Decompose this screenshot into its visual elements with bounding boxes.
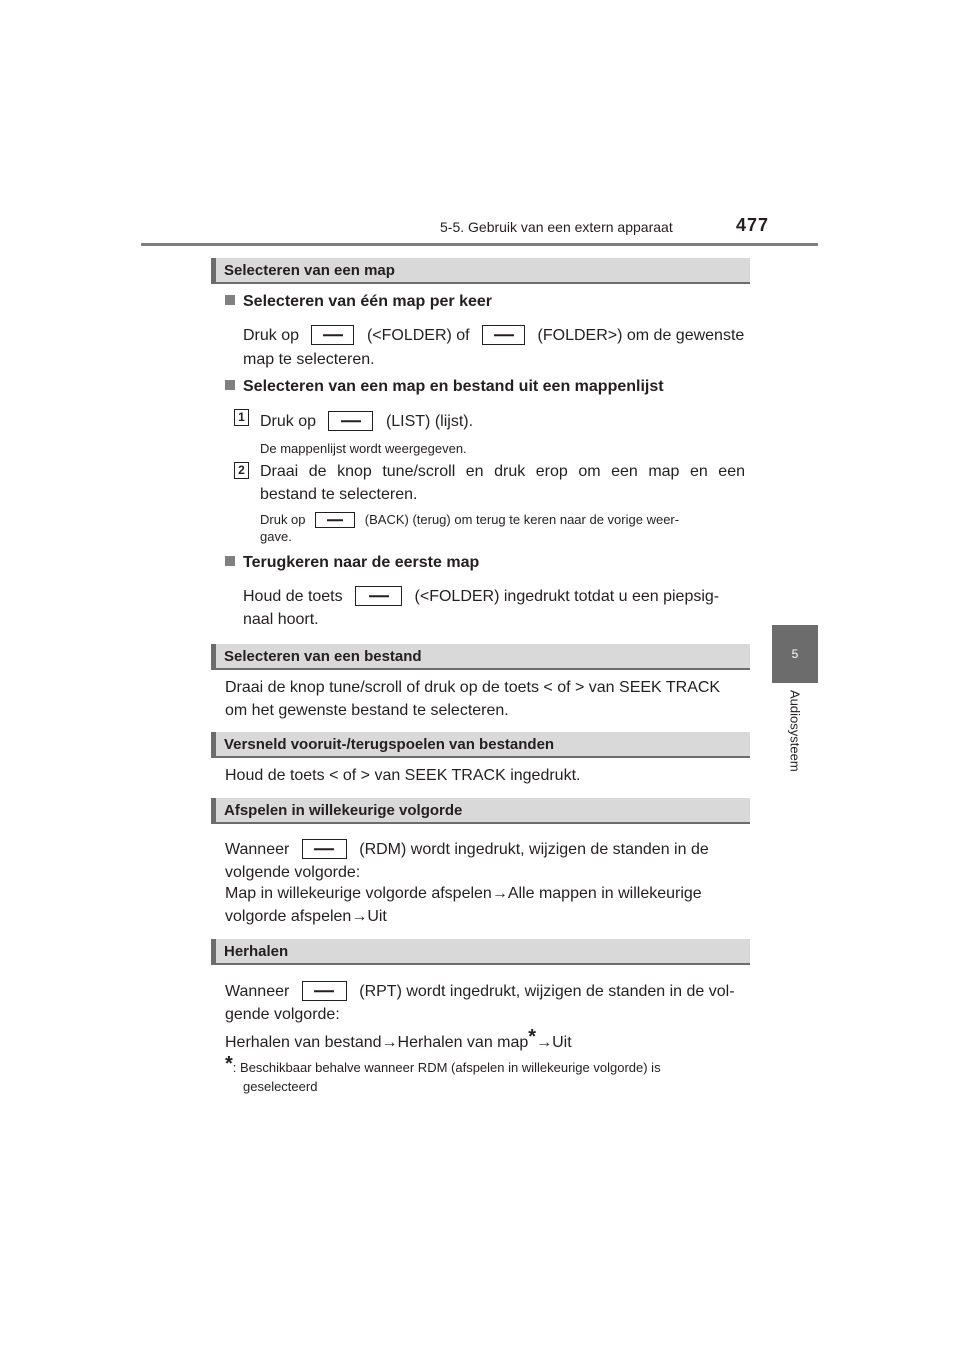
- heading-text: Selecteren van een bestand: [224, 648, 422, 665]
- step-2-note-cont: gave.: [260, 529, 292, 544]
- paragraph-line: [225, 980, 735, 1003]
- step-2-line: bestand te selecteren.: [260, 486, 418, 503]
- text: Druk op: [260, 413, 317, 430]
- subheading-folder-list: [225, 375, 664, 398]
- paragraph-line: Draai de knop tune/scroll of druk op de toets < of > van SEEK TRACK: [225, 679, 721, 696]
- footnote: [225, 1053, 661, 1076]
- step-number: 1: [234, 409, 249, 426]
- rpt-button-icon: [302, 981, 347, 1001]
- subheading-first-folder: [225, 551, 479, 574]
- paragraph-line: [225, 838, 709, 861]
- heading-text: Versneld vooruit-/terugspoelen van bestanden: [224, 736, 555, 753]
- text: (<FOLDER) of: [366, 327, 470, 344]
- text: (FOLDER>) om de gewenste: [537, 327, 745, 344]
- paragraph-line: [225, 1026, 572, 1054]
- folder-prev-button-icon: [311, 325, 354, 345]
- paragraph-line: volgorde afspelen→Uit: [225, 908, 387, 925]
- step-2-line: Draai de knop tune/scroll en druk erop om een map en een: [260, 463, 745, 480]
- header-rule: [141, 243, 818, 246]
- list-button-icon: [328, 411, 373, 431]
- page-number: 477: [736, 215, 770, 235]
- footnote-cont: geselecteerd: [243, 1079, 318, 1094]
- chapter-tab: 5: [772, 625, 818, 683]
- section-heading-spoelen: [211, 732, 750, 758]
- text: (RPT) wordt ingedrukt, wijzigen de standen in de vol-: [359, 983, 735, 1000]
- paragraph-line: map te selecteren.: [243, 351, 375, 368]
- step-number: 2: [234, 462, 249, 479]
- text: (<FOLDER) ingedrukt totdat u een piepsig-: [414, 588, 720, 605]
- bullet-square-icon: [225, 556, 235, 566]
- folder-prev-button-icon: [355, 586, 402, 606]
- section-heading-willekeurig: [211, 798, 750, 824]
- step-number-2: [234, 461, 249, 479]
- back-button-icon: [315, 512, 355, 528]
- subheading-text: Selecteren van een map en bestand uit een mappenlijst: [243, 378, 664, 395]
- heading-text: Herhalen: [224, 943, 289, 960]
- step-1-text: [260, 410, 473, 433]
- footnote-text: : Beschikbaar behalve wanneer RDM (afspelen in willekeurige volgorde) is: [232, 1060, 661, 1075]
- heading-text: Selecteren van een map: [224, 262, 395, 279]
- chapter-label: [772, 690, 818, 800]
- paragraph-line: [243, 324, 744, 347]
- subheading-text: Selecteren van één map per keer: [243, 293, 493, 310]
- paragraph-line: naal hoort.: [243, 611, 319, 628]
- subheading-single-folder: [225, 290, 492, 313]
- paragraph-line: volgende volgorde:: [225, 864, 361, 881]
- paragraph-line: [243, 585, 719, 608]
- heading-text: Afspelen in willekeurige volgorde: [224, 802, 463, 819]
- step-number-1: [234, 408, 249, 426]
- chapter-label-text: Audiosysteem: [787, 690, 803, 772]
- running-header: 5-5. Gebruik van een extern apparaat: [440, 219, 673, 235]
- rdm-button-icon: [302, 839, 347, 859]
- folder-next-button-icon: [482, 325, 525, 345]
- step-2-note: [260, 512, 679, 528]
- text: Druk op: [243, 327, 300, 344]
- paragraph-line: Houd de toets < of > van SEEK TRACK ingedrukt.: [225, 767, 581, 784]
- text: Druk op: [260, 512, 306, 527]
- text: Houd de toets: [243, 588, 343, 605]
- text: (RDM) wordt ingedrukt, wijzigen de standen in de: [359, 841, 709, 858]
- section-heading-herhalen: [211, 939, 750, 965]
- footnote-marker: *: [225, 1053, 233, 1075]
- bullet-square-icon: [225, 380, 235, 390]
- text: Wanneer: [225, 983, 290, 1000]
- bullet-square-icon: [225, 295, 235, 305]
- paragraph-line: gende volgorde:: [225, 1006, 340, 1023]
- paragraph-line: Map in willekeurige volgorde afspelen→Alle mappen in willekeurige: [225, 885, 702, 902]
- text: (BACK) (terug) om terug te keren naar de vorige weer-: [364, 512, 680, 527]
- text: Herhalen van bestand→Herhalen van map: [225, 1034, 529, 1051]
- text: (LIST) (lijst).: [385, 413, 474, 430]
- paragraph-line: om het gewenste bestand te selecteren.: [225, 702, 509, 719]
- section-heading-bestand: [211, 644, 750, 670]
- text: →Uit: [536, 1034, 572, 1051]
- text: Wanneer: [225, 841, 290, 858]
- subheading-text: Terugkeren naar de eerste map: [243, 554, 480, 571]
- step-1-note: De mappenlijst wordt weergegeven.: [260, 441, 467, 456]
- section-heading-map: [211, 258, 750, 284]
- footnote-marker: *: [528, 1026, 537, 1048]
